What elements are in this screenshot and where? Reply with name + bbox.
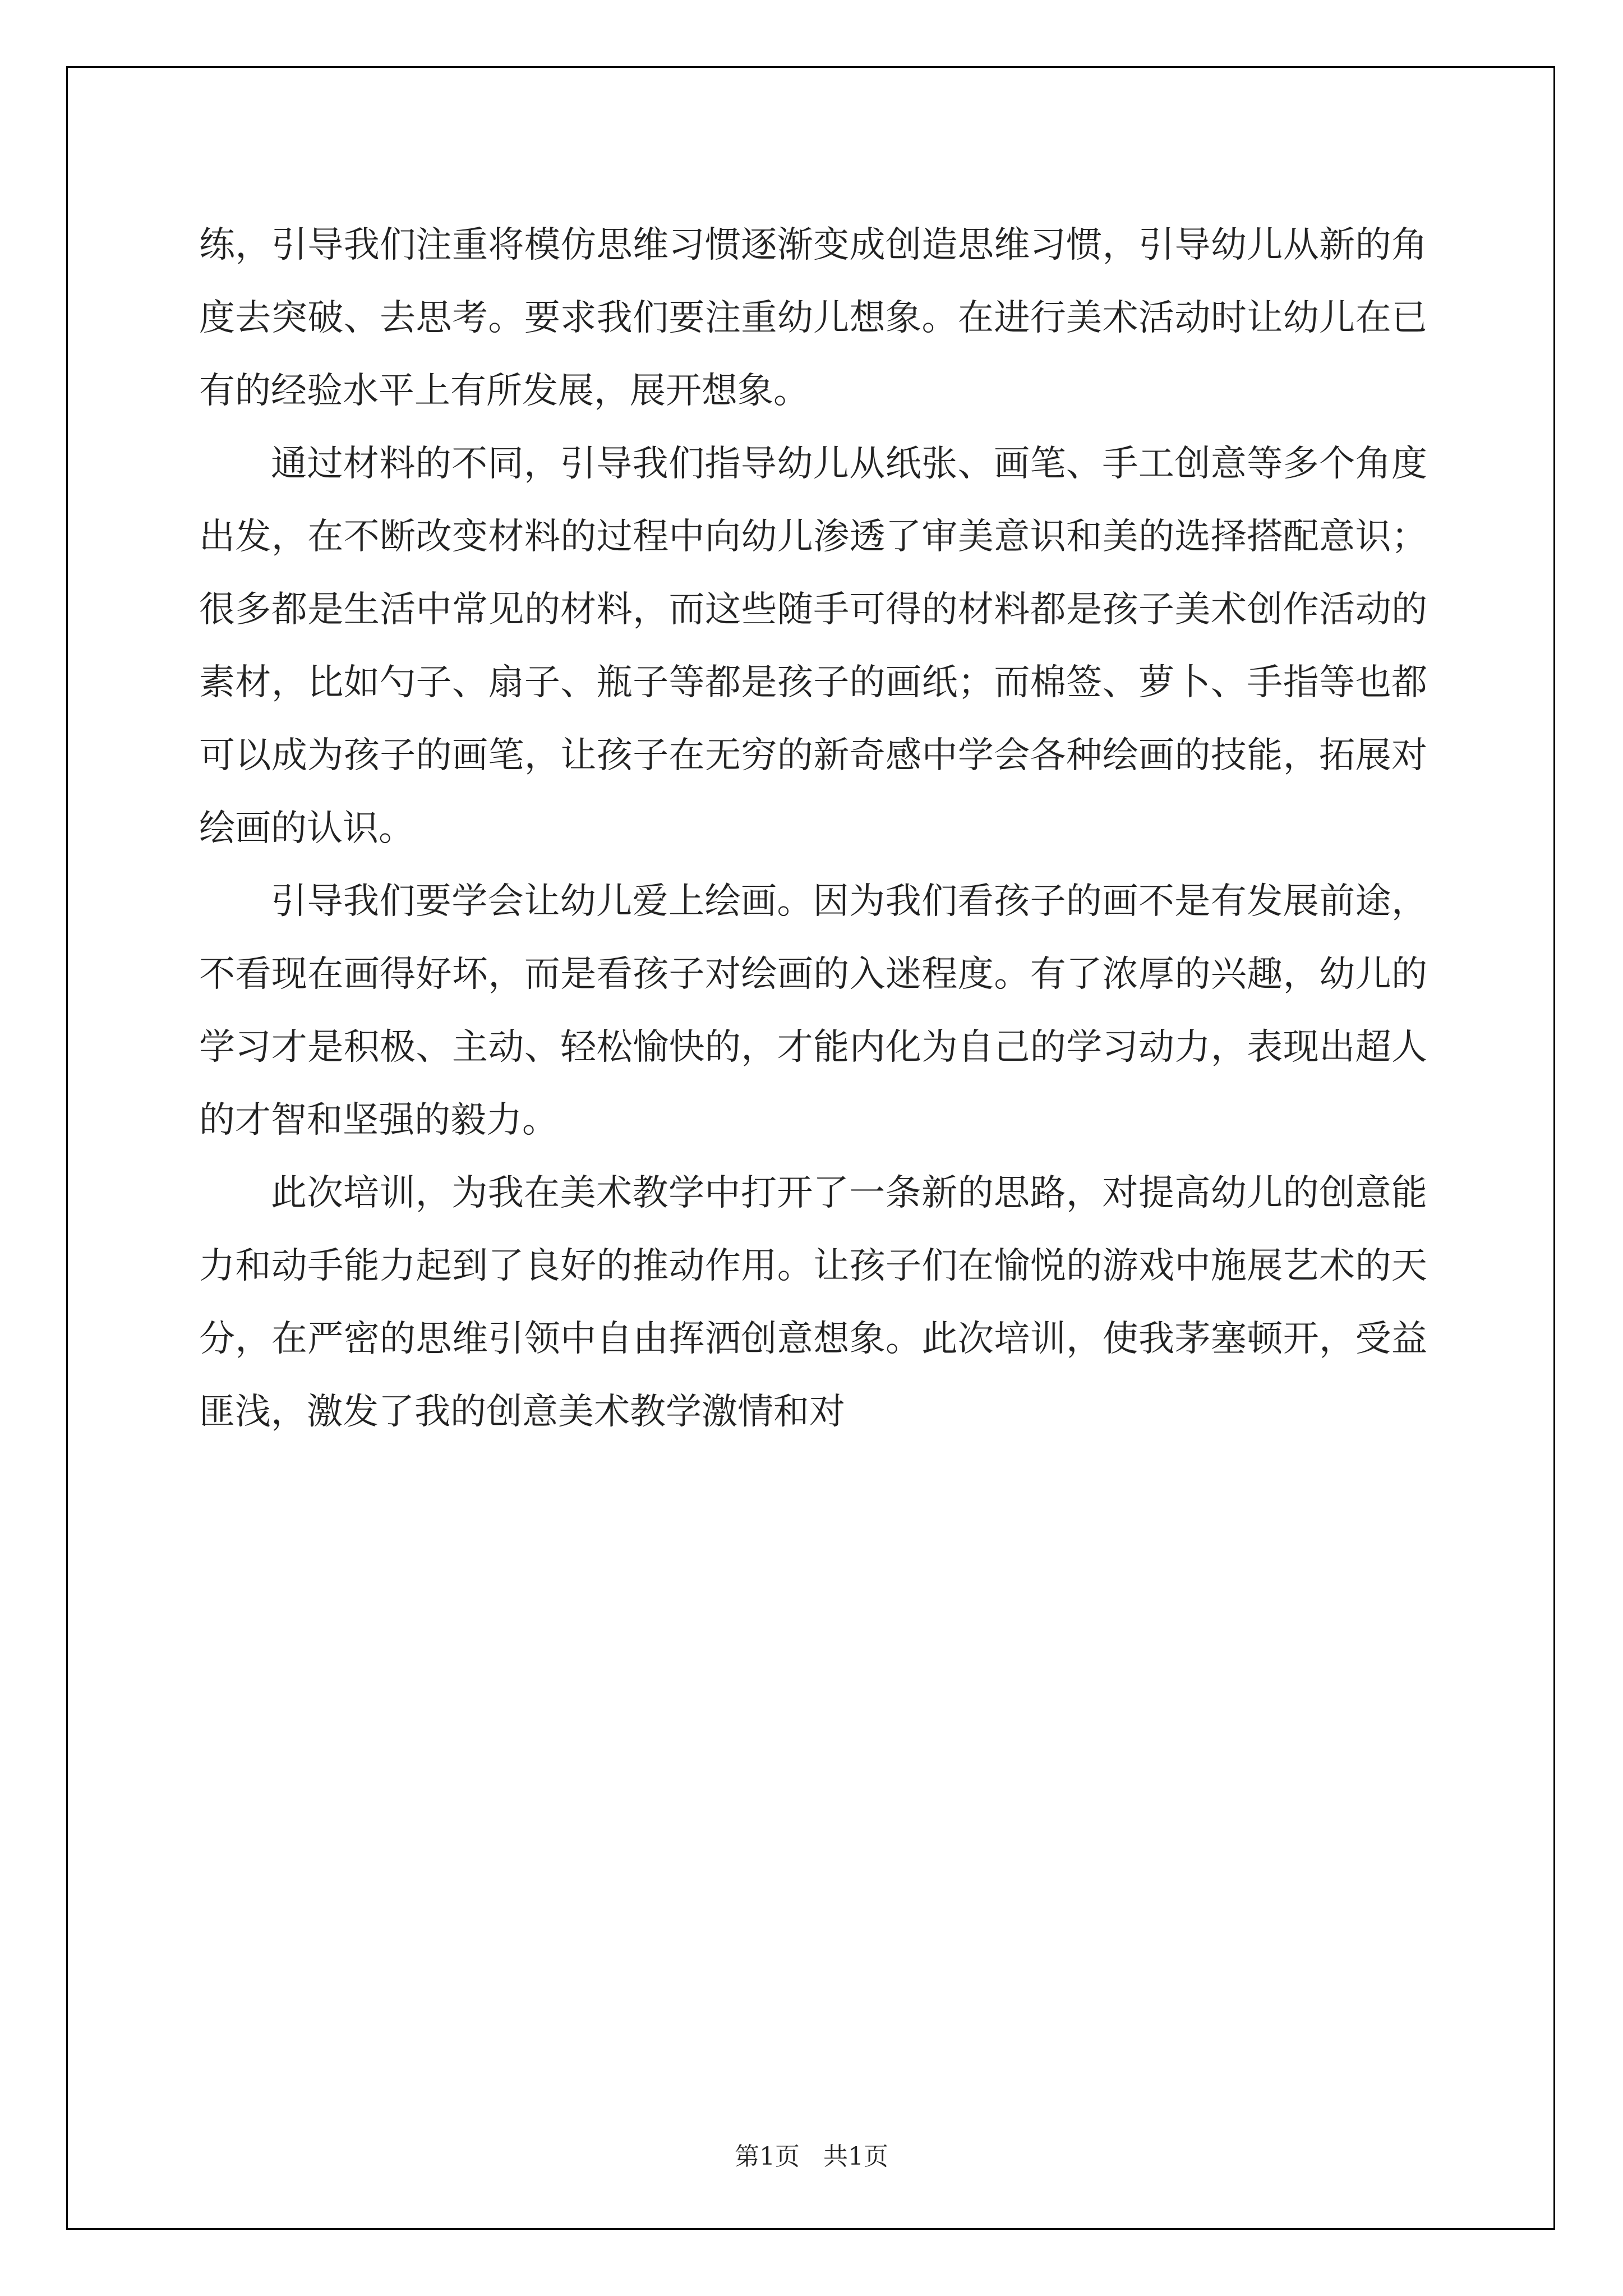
document-body: [199, 209, 1427, 1448]
paragraph-1: 练，引导我们注重将模仿思维习惯逐渐变成创造思维习惯，引导幼儿从新的角度去突破、去思考。要求我们要注重幼儿想象。在进行美术活动时让幼儿在已有的经验水平上有所发展，展开想象。: [199, 224, 1427, 412]
paragraph-2: 通过材料的不同，引导我们指导幼儿从纸张、画笔、手工创意等多个角度出发，在不断改变材料的过程中向幼儿渗透了审美意识和美的选择搭配意识；很多都是生活中常见的材料，而这些随手可得的材料都是孩子美术创作活动的素材，比如勺子、扇子、瓶子等都是孩子的画纸；而棉签、萝卜、手指等也都可以成为孩子的画笔，让孩子在无穷的新奇感中学会各种绘画的技能，拓展对绘画的认识。: [199, 443, 1427, 849]
paragraph-4: 此次培训，为我在美术教学中打开了一条新的思路，对提高幼儿的创意能力和动手能力起到了良好的推动作用。让孩子们在愉悦的游戏中施展艺术的天分，在严密的思维引领中自由挥洒创意想象。此次培训，使我茅塞顿开，受益匪浅，激发了我的创意美术教学激情和对: [199, 1172, 1427, 1433]
page-number: 第1页: [735, 2142, 800, 2171]
page-total: 共1页: [823, 2142, 888, 2171]
paragraph-3: 引导我们要学会让幼儿爱上绘画。因为我们看孩子的画不是有发展前途，不看现在画得好坏，而是看孩子对绘画的入迷程度。有了浓厚的兴趣，幼儿的学习才是积极、主动、轻松愉快的，才能内化为自己的学习动力，表现出超人的才智和坚强的毅力。: [199, 881, 1427, 1141]
page-footer: [0, 2136, 1623, 2172]
